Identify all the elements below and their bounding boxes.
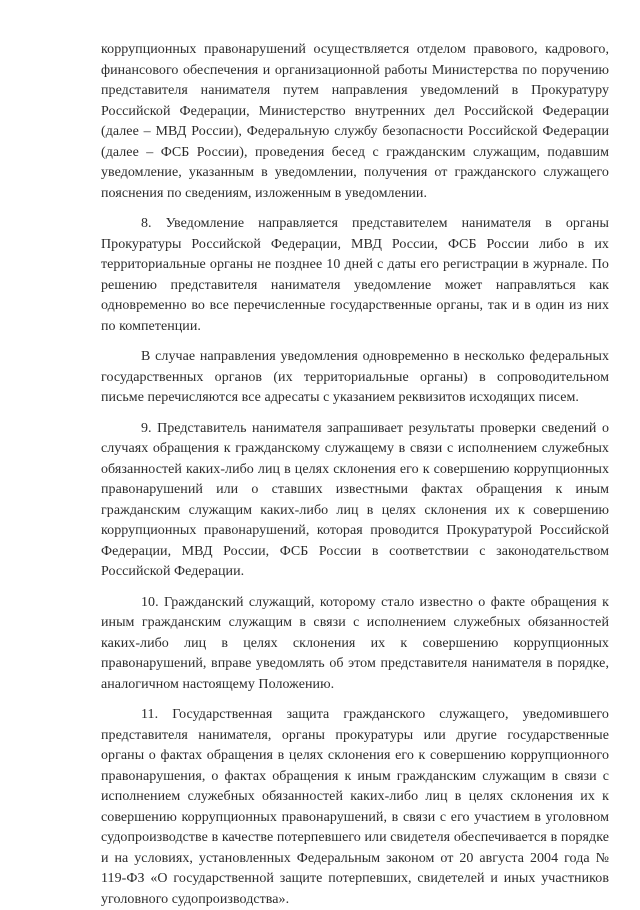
paragraph-item-8: 8. Уведомление направляется представителем нанимателя в органы Прокуратуры Российской Федерации, МВД России, ФСБ России либо в их территориальные органы не позднее 10 дней с даты его регистрации в журнале. По решению представителя нанимателя уведомление может направляться как одновременно во все перечисленные государственные органы, так и в один из них по компетенции. <box>101 216 609 334</box>
paragraph-item-10: 10. Гражданский служащий, которому стало известно о факте обращения к иным гражданским служащим в связи с исполнением служебных обязанностей каких-либо лиц в целях склонения их к совершению коррупционных правонарушений, вправе уведомлять об этом представителя нанимателя в порядке, аналогичном настоящему Положению. <box>101 594 609 692</box>
paragraph-item-11: 11. Государственная защита гражданского служащего, уведомившего представителя нанимателя, органы прокуратуры или другие государственные органы о фактах обращения в целях склонения его к совершению коррупционного правонарушения, о фактах обращения к иным гражданским служащим в связи с исполнением служебных обязанностей каких-либо лиц в целях склонения их к совершению коррупционных правонарушений, в связи с его участием в уголовном судопроизводстве в качестве потерпевшего или свидетеля обеспечивается в порядке и на условиях, установленных Федеральным законом от 20 августа 2004 года № 119-ФЗ «О государственной защите потерпевших, свидетелей и иных участников уголовного судопроизводства». <box>101 707 609 907</box>
paragraph-continued: коррупционных правонарушений осуществляется отделом правового, кадрового, финансового обеспечения и организационной работы Министерства по поручению представителя нанимателя путем направления уведомлений в Прокуратуру Российской Федерации, Министерство внутренних дел Российской Федерации (далее – МВД России), Федеральную службу безопасности Российской Федерации (далее – ФСБ России), проведения бесед с гражданским служащим, подавшим уведомление, указанным в уведомлении, получения от гражданского служащего пояснения по сведениям, изложенным в уведомлении. <box>101 42 609 201</box>
paragraph-multiple-recipients: В случае направления уведомления одновременно в несколько федеральных государственных органов (их территориальные органы) в сопроводительном письме перечисляются все адресаты с указанием реквизитов исходящих писем. <box>101 349 609 405</box>
paragraph-item-9: 9. Представитель нанимателя запрашивает результаты проверки сведений о случаях обращения к гражданскому служащему в связи с исполнением служебных обязанностей каких-либо лиц в целях склонения его к совершению коррупционных правонарушений или о ставших известными фактах обращения к иным гражданским служащим каких-либо лиц в целях склонения их к совершению коррупционных правонарушений, которая проводится Прокуратурой Российской Федерации, МВД России, ФСБ России в соответствии с законодательством Российской Федерации. <box>101 420 609 579</box>
document-body <box>101 40 609 910</box>
